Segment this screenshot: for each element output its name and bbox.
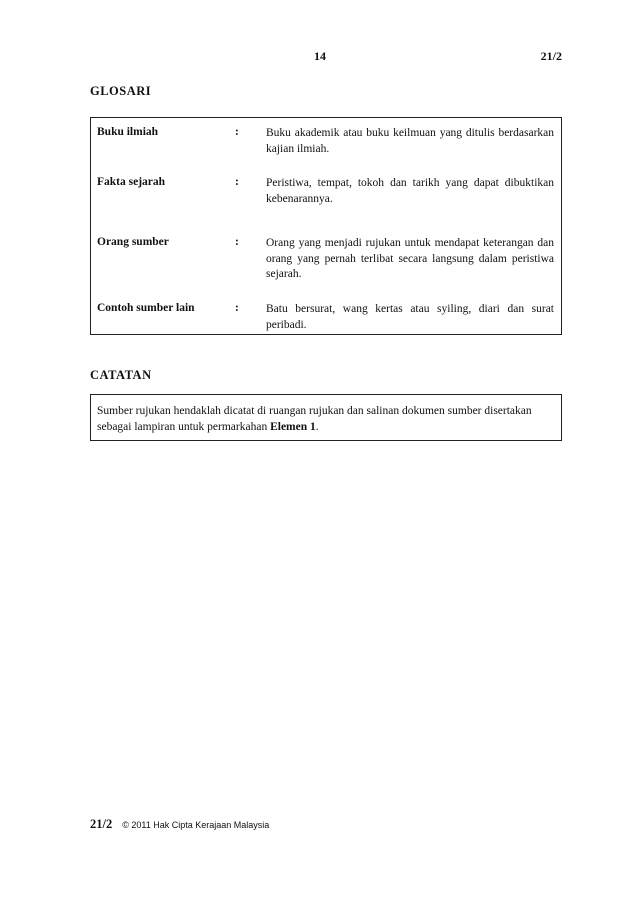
footer-copyright: © 2011 Hak Cipta Kerajaan Malaysia [122, 820, 270, 830]
glossary-definition: Buku akademik atau buku keilmuan yang ditulis berdasarkan kajian ilmiah. [266, 127, 554, 155]
footer [90, 817, 269, 832]
catatan-period: . [315, 421, 319, 433]
page-number: 14 [314, 49, 326, 63]
catatan-title: CATATAN [90, 368, 152, 382]
catatan-text: Sumber rujukan hendaklah dicatat di ruangan rujukan dan salinan dokumen sumber disertakan sebagai lampiran untuk permarkahan [97, 405, 532, 433]
glossary-term: Orang sumber [97, 236, 169, 248]
glossary-term: Buku ilmiah [97, 126, 159, 138]
glossary-table [90, 117, 562, 335]
glosari-title: GLOSARI [90, 84, 152, 98]
glossary-definition: Peristiwa, tempat, tokoh dan tarikh yang dapat dibuktikan kebenarannya. [266, 177, 554, 205]
glossary-colon: : [235, 302, 239, 314]
glossary-definition: Batu bersurat, wang kertas atau syiling, diari dan surat peribadi. [266, 303, 554, 331]
footer-paper-code: 21/2 [90, 817, 113, 831]
glossary-colon: : [235, 236, 239, 248]
glossary-term: Fakta sejarah [97, 176, 166, 188]
catatan-box [90, 394, 562, 441]
catatan-emphasis: Elemen 1 [270, 421, 316, 433]
glossary-colon: : [235, 126, 239, 138]
glossary-term: Contoh sumber lain [97, 302, 195, 314]
glossary-colon: : [235, 176, 239, 188]
glossary-definition: Orang yang menjadi rujukan untuk mendapat keterangan dan orang yang pernah terlibat secara langsung dalam peristiwa sejarah. [266, 237, 554, 280]
paper-code-header: 21/2 [540, 49, 562, 63]
